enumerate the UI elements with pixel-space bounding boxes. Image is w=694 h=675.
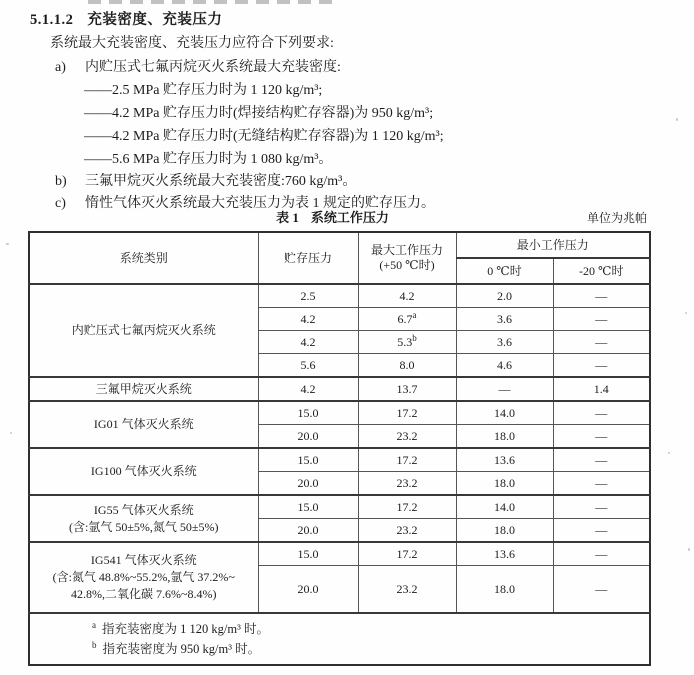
storage-cell: 20.0 [258, 519, 358, 543]
header-min-0c: 0 ℃时 [456, 258, 553, 284]
header-max-working-pressure [358, 232, 456, 284]
unit-note: 单位为兆帕 [586, 211, 647, 225]
min20-cell: — [553, 401, 650, 425]
system-name: 内贮压式七氟丙烷灭火系统 [71, 323, 216, 337]
min20-cell: — [553, 284, 650, 308]
max-cell: 8.0 [358, 354, 456, 378]
max-cell [358, 331, 456, 354]
footnote-marker: a [92, 619, 96, 630]
footnote-marker: a [412, 309, 417, 320]
system-name-cell [29, 495, 258, 542]
footnote [92, 639, 645, 659]
max-cell: 23.2 [358, 472, 456, 496]
min20-cell: 1.4 [553, 377, 650, 401]
footnotes-row [29, 613, 650, 665]
min20-cell: — [553, 331, 650, 354]
scan-speck [10, 432, 12, 434]
min20-cell: — [553, 425, 650, 449]
min0-cell: 14.0 [456, 401, 553, 425]
storage-cell: 15.0 [258, 542, 358, 566]
max-cell: 17.2 [358, 448, 456, 472]
min0-cell: 14.0 [456, 495, 553, 519]
system-name-cell [29, 401, 258, 448]
max-cell: 17.2 [358, 495, 456, 519]
list-subitem: ——4.2 MPa 贮存压力时(无缝结构贮存容器)为 1 120 kg/m³; [84, 129, 444, 144]
system-name: IG100 气体灭火系统 [90, 464, 197, 478]
scan-speck [676, 118, 678, 121]
min0-cell: 18.0 [456, 425, 553, 449]
max-cell: 17.2 [358, 542, 456, 566]
storage-cell: 2.5 [258, 284, 358, 308]
list-item-c-label: c) [55, 196, 66, 211]
storage-cell: 20.0 [258, 472, 358, 496]
min20-cell: — [553, 566, 650, 614]
storage-cell: 4.2 [258, 308, 358, 331]
footnote-text: 指充装密度为 1 120 kg/m³ 时。 [102, 622, 269, 636]
min20-cell: — [553, 519, 650, 543]
table-caption-label: 表 1 [276, 210, 299, 225]
table-caption-row [28, 208, 649, 228]
header-row [29, 232, 650, 258]
cropped-line-remnant [88, 0, 336, 4]
list-item-b-label: b) [55, 174, 67, 189]
header-storage-pressure: 贮存压力 [258, 232, 358, 284]
intro-paragraph: 系统最大充装密度、充装压力应符合下列要求: [50, 36, 334, 51]
system-name: IG01 气体灭火系统 [93, 417, 194, 431]
storage-cell: 20.0 [258, 566, 358, 614]
system-name-cell [29, 284, 258, 377]
section-title: 充装密度、充装压力 [87, 12, 223, 28]
list-item-c-text: 惰性气体灭火系统最大充装压力为表 1 规定的贮存压力。 [85, 196, 435, 211]
min0-cell: 2.0 [456, 284, 553, 308]
list-item-b [55, 172, 356, 192]
working-pressure-table [28, 231, 651, 666]
max-cell: 23.2 [358, 425, 456, 449]
min0-cell: 18.0 [456, 472, 553, 496]
min20-cell: — [553, 308, 650, 331]
max-cell: 13.7 [358, 377, 456, 401]
min0-cell: 18.0 [456, 519, 553, 543]
min20-cell: — [553, 495, 650, 519]
max-cell: 23.2 [358, 519, 456, 543]
system-name-cell [29, 542, 258, 613]
storage-cell: 4.2 [258, 377, 358, 401]
list-item-a-text: 内贮压式七氟丙烷灭火系统最大充装密度: [85, 60, 341, 75]
storage-cell: 5.6 [258, 354, 358, 378]
header-max-line2: (+50 ℃时) [379, 258, 435, 272]
storage-cell: 15.0 [258, 401, 358, 425]
scan-speck [668, 452, 670, 454]
list-subitem: ——5.6 MPa 贮存压力时为 1 080 kg/m³。 [84, 152, 333, 167]
min0-cell: 4.6 [456, 354, 553, 378]
header-min-minus20c: -20 ℃时 [553, 258, 650, 284]
footnotes-cell [29, 613, 650, 665]
table-row [29, 377, 650, 401]
max-value: 6.7 [397, 311, 413, 326]
footnote-marker: b [412, 332, 417, 343]
max-cell [358, 308, 456, 331]
header-min-working-pressure: 最小工作压力 [456, 232, 650, 258]
max-cell: 17.2 [358, 401, 456, 425]
section-heading [30, 10, 222, 30]
section-number: 5.1.1.2 [30, 12, 74, 28]
min0-cell: 3.6 [456, 308, 553, 331]
scan-speck [688, 548, 690, 551]
system-name-cell [29, 448, 258, 495]
storage-cell: 4.2 [258, 331, 358, 354]
footnote-marker: b [92, 639, 97, 650]
min20-cell: — [553, 472, 650, 496]
storage-cell: 20.0 [258, 425, 358, 449]
system-name-cell [29, 377, 258, 401]
header-system-type: 系统类别 [29, 232, 258, 284]
list-item-b-text: 三氟甲烷灭火系统最大充装密度:760 kg/m³。 [85, 174, 357, 189]
max-cell: 23.2 [358, 566, 456, 614]
list-subitem: ——2.5 MPa 贮存压力时为 1 120 kg/m³; [84, 83, 323, 98]
min0-cell: 18.0 [456, 566, 553, 614]
max-cell: 4.2 [358, 284, 456, 308]
table-row [29, 401, 650, 425]
footnote-text: 指充装密度为 950 kg/m³ 时。 [102, 642, 261, 656]
storage-cell: 15.0 [258, 448, 358, 472]
max-value: 5.3 [397, 334, 413, 349]
list-item-a-label: a) [55, 60, 66, 75]
system-name: IG541 气体灭火系统 [90, 553, 197, 567]
system-name-detail: (含:氩气 50±5%,氮气 50±5%) [69, 519, 219, 534]
scan-speck [6, 243, 9, 245]
min20-cell: — [553, 354, 650, 378]
min0-cell: — [456, 377, 553, 401]
table-row [29, 448, 650, 472]
table-row [29, 495, 650, 519]
scan-speck [685, 312, 687, 314]
min0-cell: 13.6 [456, 542, 553, 566]
header-max-line1: 最大工作压力 [370, 243, 443, 257]
table-row [29, 284, 650, 308]
system-name: 三氟甲烷灭火系统 [95, 381, 192, 396]
min20-cell: — [553, 542, 650, 566]
list-subitem: ——4.2 MPa 贮存压力时(焊接结构贮存容器)为 950 kg/m³; [84, 106, 434, 121]
system-name-detail: 42.8%,二氧化碳 7.6%~8.4%) [71, 587, 217, 601]
min0-cell: 3.6 [456, 331, 553, 354]
min0-cell: 13.6 [456, 448, 553, 472]
system-name: IG55 气体灭火系统 [93, 502, 194, 517]
table-caption-title: 系统工作压力 [310, 210, 389, 225]
storage-cell: 15.0 [258, 495, 358, 519]
footnote [92, 619, 645, 639]
min20-cell: — [553, 448, 650, 472]
table-row [29, 542, 650, 566]
system-name-detail: (含:氮气 48.8%~55.2%,氩气 37.2%~ [52, 570, 235, 584]
list-item-a [55, 58, 341, 78]
table-caption [22, 208, 643, 228]
